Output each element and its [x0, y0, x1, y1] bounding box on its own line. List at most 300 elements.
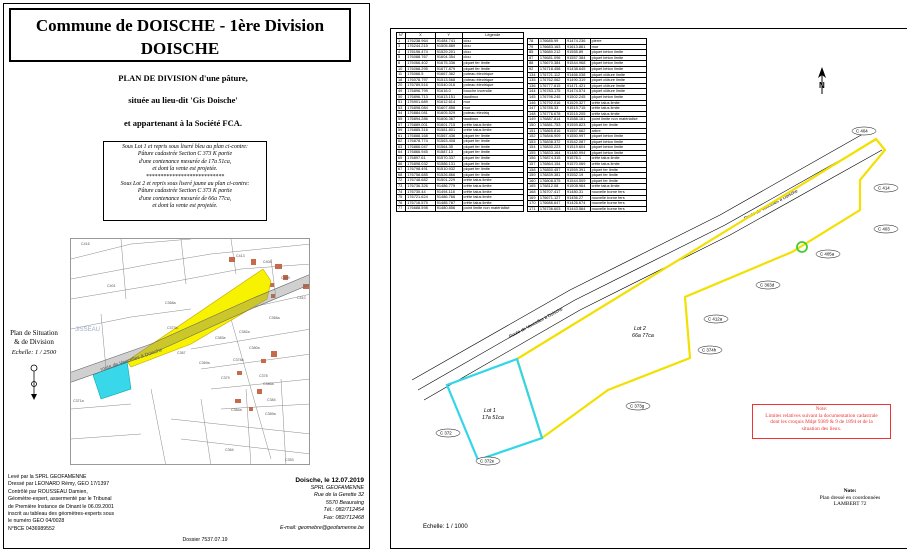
table-cell: 176850.457	[538, 167, 565, 173]
table-cell: 151	[528, 128, 539, 134]
table-cell: 92	[528, 66, 539, 72]
table-cell: 176068.295	[406, 66, 436, 72]
table-cell: 91588.161	[565, 117, 590, 123]
table-cell: crête talus limite	[462, 178, 523, 184]
table-cell: piquet fer limite	[462, 150, 523, 156]
parcel-label: C379	[221, 376, 230, 380]
table-cell: 176896.713	[406, 94, 436, 100]
table-cell: piquet béton limite	[590, 145, 646, 151]
parcel-tag: C 372e	[480, 458, 495, 464]
parcel-tag: C 403	[878, 226, 890, 232]
table-cell: 176762.062	[538, 78, 565, 84]
table-cell: crête talus limite	[590, 184, 646, 190]
table-cell: 145	[528, 94, 539, 100]
table-cell: 91557.662	[565, 128, 590, 134]
parcel-tag: C 414	[878, 185, 890, 191]
parcel-label: C364	[225, 448, 234, 452]
table-cell: 10	[397, 66, 406, 72]
table-cell: 176866.945	[406, 150, 436, 156]
table-cell: piquet fer limite	[590, 167, 646, 173]
table-cell: pierre	[590, 39, 646, 45]
table-cell: 176685.99	[538, 39, 565, 45]
table-cell: crête talus limite	[590, 100, 646, 106]
table-cell: 53	[397, 105, 406, 111]
table-cell: 91667.362	[435, 72, 462, 78]
table-cell: piquet fer limite	[462, 139, 523, 145]
table-cell: 171	[528, 206, 539, 212]
table-cell: 91466.038	[565, 72, 590, 78]
dossier-number: Dossier 7537.07.19	[182, 537, 228, 543]
table-cell: crête talus limite	[590, 111, 646, 117]
parcel-tag: C 404	[856, 128, 868, 134]
table-cell: 154	[528, 145, 539, 151]
table-cell: piquet béton limite	[590, 134, 646, 140]
table-header: Y	[435, 33, 462, 39]
parcel-label: C378a	[233, 358, 244, 362]
table-cell: piquet béton limite	[590, 61, 646, 67]
table-cell: 146	[528, 100, 539, 106]
table-cell: crête talus limite	[462, 184, 523, 190]
table-cell: 153	[528, 139, 539, 145]
table-cell: 91474.574	[565, 89, 590, 95]
table-cell: 4	[397, 49, 406, 55]
table-cell: 155	[528, 150, 539, 156]
parcel-label: C389a	[265, 412, 276, 416]
table-cell: 176897.61	[406, 156, 436, 162]
table-cell: 176839.381	[538, 173, 565, 179]
table-cell: 176865.816	[538, 128, 565, 134]
parcel-label: C401	[107, 284, 116, 288]
table-cell: 176681.096	[538, 55, 565, 61]
surveyor-line: le numéro GEO 04/0028	[8, 518, 65, 525]
table-cell: 91570.069	[565, 162, 590, 168]
table-cell: 91480.856	[435, 206, 462, 212]
table-cell: 176885.316	[406, 128, 436, 134]
table-cell: 176864.154	[538, 162, 565, 168]
road-label-upper: Route de Vaucelles à Doische	[743, 188, 799, 221]
table-cell: 176088.767	[406, 55, 436, 61]
situation-scale: Echelle: 1 / 2500	[11, 349, 57, 356]
table-cell: 91613.151	[435, 94, 462, 100]
surveyor-line: N°BCE 0436989552	[8, 525, 55, 532]
table-cell: 61	[397, 133, 406, 139]
table-cell: 159	[528, 173, 539, 179]
parcel-label: C384	[267, 398, 276, 402]
table-cell: 176812.08	[538, 184, 565, 190]
table-cell: 49	[397, 88, 406, 94]
table-cell: piquet béton limite	[590, 150, 646, 156]
table-cell: 176736.603	[538, 206, 565, 212]
table-cell: poteau électrique	[462, 83, 523, 89]
table-cell: 150	[528, 122, 539, 128]
table-cell: nouvelle borne fers	[590, 206, 646, 212]
table-cell: 91607.856	[435, 105, 462, 111]
table-cell: 148	[528, 111, 539, 117]
parcel-tag: C 372	[440, 430, 452, 436]
table-cell: 91559.823	[565, 122, 590, 128]
table-cell: 170	[528, 201, 539, 207]
table-cell: 176196.474	[406, 49, 436, 55]
title-line-1: Commune de DOISCHE - 1ère Division	[35, 16, 325, 35]
table-cell: 176066.402	[406, 60, 436, 66]
parcel-label: C373a	[167, 326, 178, 330]
parcel-tag: C 405a	[820, 251, 835, 257]
table-cell: 176887.814	[538, 117, 565, 123]
lots-line: et dont la vente est projetée.	[152, 166, 218, 173]
table-cell: 91601.715	[435, 122, 462, 128]
parcel-tag: C 374h	[702, 347, 717, 353]
lot2-label: Lot 2	[634, 326, 646, 332]
table-cell: piquet béton limite	[590, 66, 646, 72]
company-tel: Tél.: 082/712454	[323, 507, 364, 513]
table-cell: 91484.741	[435, 38, 462, 44]
table-cell: 176066.5	[406, 72, 436, 78]
table-cell: 91513.568	[435, 77, 462, 83]
table-cell: 176721.624	[406, 195, 436, 201]
table-cell: 91544.968	[565, 61, 590, 67]
table-cell: taudinux	[462, 116, 523, 122]
parcel-label: C409	[281, 276, 290, 280]
table-cell: 91508.964	[565, 184, 590, 190]
note-line: dont les croquis Mdpt 9389 & 9 de 1894 et de la	[770, 419, 873, 426]
table-cell: 88	[528, 61, 539, 67]
table-cell: 176721.112	[538, 72, 565, 78]
lot2-area: 66a 77ca	[632, 333, 654, 339]
table-cell: 165	[528, 184, 539, 190]
title-line-2: DOISCHE	[140, 39, 220, 58]
situation-road-label: route de Vaucelles à Doische	[99, 347, 164, 373]
table-cell: 91550.997	[565, 134, 590, 140]
surveyor-line: inscrit au tableau des géomètres-experts sous	[8, 511, 115, 518]
table-cell: 152	[528, 134, 539, 140]
lot2-outline	[517, 139, 885, 438]
table-cell: 20	[397, 83, 406, 89]
table-cell: 91559.391	[565, 167, 590, 173]
table-cell: 176888.168	[406, 133, 436, 139]
table-cell: 176896.799	[406, 88, 436, 94]
table-cell: 176792.016	[538, 100, 565, 106]
table-cell: 91587.13	[435, 150, 462, 156]
north-label: N	[819, 81, 825, 90]
table-cell: poteau électriq	[462, 111, 523, 117]
company-street: Rue de la Gerette 32	[313, 492, 364, 498]
situation-title-line-2: & de Division	[14, 338, 54, 346]
situation-background-text: JISSEAU	[75, 327, 101, 333]
table-cell: 134	[528, 72, 539, 78]
table-cell: 176758.685	[406, 172, 436, 178]
table-cell: 136	[528, 83, 539, 89]
table-cell: 91576.1	[565, 156, 590, 162]
parcel-label: C413	[236, 254, 245, 258]
table-cell: poteau électrique	[462, 77, 523, 83]
table-cell: crête talus limite	[590, 162, 646, 168]
parcel-label: C383e	[215, 336, 226, 340]
table-cell: 8	[397, 60, 406, 66]
table-cell: bouche incendie	[462, 88, 523, 94]
plan-note-line: Plan dressé en coordonnées	[819, 494, 881, 501]
table-cell: 176884.081	[406, 111, 436, 117]
table-cell: 74	[397, 189, 406, 195]
situation-map-svg	[71, 239, 310, 465]
table-cell: 75	[397, 195, 406, 201]
surveyor-info	[8, 474, 168, 533]
lots-line: d'une contenance mesurée de 66a 77ca,	[138, 195, 232, 202]
coordinates-note	[808, 488, 892, 508]
table-cell: clou	[462, 55, 523, 61]
table-cell: 91529.201	[435, 49, 462, 55]
table-cell: 144	[528, 89, 539, 95]
lots-description-box	[103, 141, 267, 221]
table-cell: 91570.337	[435, 156, 462, 162]
plan-note-line: LAMBERT 72	[833, 501, 867, 507]
table-cell: 176901.689	[406, 100, 436, 106]
table-cell: piquet clôture limite	[590, 89, 646, 95]
table-cell: 79	[528, 44, 539, 50]
table-cell: crête talus limite	[462, 200, 523, 206]
table-cell: 85	[528, 50, 539, 56]
table-cell: crête talus limite	[590, 156, 646, 162]
table-cell: 158	[528, 167, 539, 173]
surveyor-line: de Première Instance de Dinant le 06.09.2001	[8, 503, 114, 510]
parcel-label: C384a	[231, 408, 242, 412]
table-cell: 176785.33	[538, 106, 565, 112]
table-cell: piquet clôture limite	[590, 72, 646, 78]
table-cell: piquet fer limite	[462, 66, 523, 72]
table-cell: piquet clôture limite	[590, 83, 646, 89]
table-cell: clou	[462, 49, 523, 55]
table-cell: 176878.774	[406, 139, 436, 145]
table-cell: piquet fer limite	[590, 122, 646, 128]
table-cell: 91605.529	[435, 111, 462, 117]
table-cell: 168	[528, 190, 539, 196]
parcel-label: C366a	[269, 316, 280, 320]
parcel-label: C371a	[73, 399, 84, 403]
plan-heading-3: et appartenant à la Société FCA.	[123, 118, 243, 128]
table-cell: 91564.35	[435, 144, 462, 150]
table-cell: 68	[397, 172, 406, 178]
table-cell: 176783.175	[538, 89, 565, 95]
table-cell: 91540.016	[435, 83, 462, 89]
parcel-label: C416	[81, 242, 90, 246]
table-cell: 91474.236	[565, 39, 590, 45]
parcel-tag: C 412a	[708, 316, 723, 322]
lots-line: ***************************	[145, 173, 225, 180]
table-cell: 18	[397, 77, 406, 83]
company-info	[260, 477, 364, 522]
parcel-label: C368a	[165, 301, 176, 305]
table-cell: 176830.223	[538, 145, 565, 151]
table-cell: 67	[397, 167, 406, 173]
table-cell: piquet béton limite	[590, 94, 646, 100]
table-cell: 176730.44	[406, 189, 436, 195]
table-cell: piquet béton limite	[590, 50, 646, 56]
table-cell: piquet fer limite	[462, 156, 523, 162]
table-cell: 91526.866	[435, 172, 462, 178]
table-cell: 91438.645	[565, 66, 590, 72]
table-cell: 91604.354	[435, 55, 462, 61]
table-cell: 91567.436	[435, 133, 462, 139]
table-cell: piquet béton limite	[590, 139, 646, 145]
table-cell: 176898.032	[406, 161, 436, 167]
table-cell: 91613.861	[565, 44, 590, 50]
table-cell: 176078.797	[406, 77, 436, 83]
parcel-label: C378	[259, 374, 268, 378]
table-cell: 176707.417	[538, 190, 565, 196]
table-cell: 176881.753	[538, 122, 565, 128]
table-cell: 169	[528, 195, 539, 201]
table-cell: nouvelle borne fers	[590, 201, 646, 207]
table-cell: crête talus limite	[462, 195, 523, 201]
table-cell: crête talus limite	[462, 189, 523, 195]
lots-line: Sous Lot 2 et repris sous liseré jaune au plan ci-contre:	[120, 181, 250, 188]
surveyor-line: Géomètre-expert, assermenté par le Tribunal	[8, 496, 112, 503]
table-cell: 91490.319	[565, 78, 590, 84]
table-cell: mur	[462, 105, 523, 111]
lots-line: Pâture cadastrée Section C 373 K partie	[137, 151, 233, 158]
situation-title	[4, 329, 64, 347]
table-cell: 55	[397, 116, 406, 122]
company-fax: Fax: 082/712468	[323, 514, 364, 521]
table-cell: piquet fer limite	[590, 173, 646, 179]
lot1-area: 17a 51ca	[482, 415, 504, 421]
table-cell: clou	[462, 44, 523, 50]
table-cell: 176670.384	[538, 61, 565, 67]
note-line: situation des lieux.	[801, 425, 842, 432]
situation-title-line-1: Plan de Situation	[10, 329, 58, 337]
table-cell: 176898.084	[406, 105, 436, 111]
table-cell: 176789.516	[406, 83, 436, 89]
table-cell: piquet fer limite	[590, 178, 646, 184]
table-cell: crête talus limite	[462, 128, 523, 134]
parcel-tag: C 373g	[630, 403, 645, 409]
document-date: Doische, le 12.07.2019	[295, 477, 364, 484]
table-cell: 51	[397, 100, 406, 106]
table-cell: 176894.286	[406, 116, 436, 122]
table-cell: 91563.408	[435, 139, 462, 145]
table-cell: nouvelle borne fers	[590, 190, 646, 196]
table-cell: 91456.27	[565, 195, 590, 201]
table-cell: 91555.89	[565, 50, 590, 56]
road-label-lower: Route de Vaucelles à Doische	[508, 306, 564, 339]
table-cell: 91552.19	[565, 173, 590, 179]
table-cell: 176866.047	[406, 144, 436, 150]
lot1-label: Lot 1	[484, 408, 496, 414]
table-cell: 63	[397, 144, 406, 150]
table-cell: poteau électrique	[462, 72, 523, 78]
table-cell: 91486.766	[435, 195, 462, 201]
table-cell: crête talus limite	[462, 122, 523, 128]
division-plan	[390, 100, 907, 500]
situation-map	[70, 238, 310, 465]
table-cell: 91581.801	[435, 128, 462, 134]
parcel-label: C382a	[239, 330, 250, 334]
table-cell: 176680.212	[538, 50, 565, 56]
table-cell: 87	[528, 55, 539, 61]
cadastral-note	[752, 404, 891, 439]
table-cell: 91501.229	[435, 178, 462, 184]
table-cell: 50	[397, 94, 406, 100]
company-email: E-mail: geomebre@geofamenne.be	[280, 525, 364, 531]
note-title: Note:	[815, 406, 828, 412]
table-cell: 91443.564	[565, 206, 590, 212]
parcel-label: C367	[177, 351, 186, 355]
table-cell: piquet fer limite	[462, 161, 523, 167]
table-cell: 156	[528, 156, 539, 162]
company-city: 5570 Beauraing	[325, 499, 364, 506]
lots-line: Pâture cadastrée Section C 373 K partie	[137, 188, 233, 195]
table-cell: 176846.909	[538, 134, 565, 140]
table-cell: 147	[528, 106, 539, 112]
table-cell: 91544.509	[565, 178, 590, 184]
table-cell: 3	[397, 44, 406, 50]
table-cell: point limite non matérialisé	[462, 206, 523, 212]
surveyor-line: Dressé par LEONARD Rémy, GEO 17/1397	[8, 481, 110, 488]
surveyor-line: Levé par la SPRL GEOFAMENNE	[8, 474, 87, 480]
table-cell: 91471.421	[565, 83, 590, 89]
table-cell: 91502.245	[565, 94, 590, 100]
table-cell: 176796.245	[538, 94, 565, 100]
table-cell: 91519.604	[565, 145, 590, 151]
surveyor-line: Contrôlé par ROUSSEAU Damien,	[8, 488, 88, 495]
table-header: Légende	[462, 33, 523, 39]
table-cell: 176874.315	[538, 156, 565, 162]
table-cell: 91557.384	[565, 55, 590, 61]
table-cell: 176244.215	[406, 44, 436, 50]
table-cell: 176736.326	[406, 184, 436, 190]
table-cell: piquet fer limite	[462, 167, 523, 173]
plan-heading-2: située au lieu-dit 'Gis Doische'	[128, 95, 238, 105]
table-cell: 91426.674	[565, 201, 590, 207]
table-cell: taudinux	[462, 94, 523, 100]
parcel-label: C410	[297, 296, 306, 300]
table-cell: 77	[397, 206, 406, 212]
note-line: Limites relatives suivant la documentation cadastrale	[765, 412, 878, 419]
table-cell: 64	[397, 150, 406, 156]
table-cell: 176718.458	[538, 66, 565, 72]
title-box	[9, 8, 351, 62]
plan-note-title: Note:	[843, 488, 857, 494]
parcel-label: C408	[263, 260, 272, 264]
table-cell: 91505.889	[435, 44, 462, 50]
table-cell: piquet fer limite	[462, 144, 523, 150]
table-cell: 65	[397, 156, 406, 162]
table-cell: piquet clôture limite	[590, 78, 646, 84]
table-cell: 176798.491	[406, 167, 436, 173]
table-cell: 176671.127	[538, 195, 565, 201]
table-cell: 72	[397, 178, 406, 184]
table-cell: mur	[462, 100, 523, 106]
table-cell: piquet fer limite	[462, 172, 523, 178]
table-cell: 176777.815	[538, 83, 565, 89]
table-cell: 76	[397, 200, 406, 206]
table-cell: 176238.964	[406, 38, 436, 44]
table-cell: 176833.164	[538, 150, 565, 156]
table-cell: 91494.118	[435, 189, 462, 195]
table-cell: 5	[397, 55, 406, 61]
table-cell: 176838.372	[538, 139, 565, 145]
table-cell: 91606.367	[435, 116, 462, 122]
table-cell: 157	[528, 162, 539, 168]
table-cell: 91529.327	[565, 100, 590, 106]
table-header: X	[406, 33, 436, 39]
parcel-label: C353	[285, 458, 294, 462]
table-cell: 62	[397, 139, 406, 145]
table-cell: 91510.932	[435, 167, 462, 173]
table-cell: 176716.575	[406, 200, 436, 206]
table-cell: 91480.31	[565, 190, 590, 196]
table-cell: 1	[397, 38, 406, 44]
table-cell: 54	[397, 111, 406, 117]
